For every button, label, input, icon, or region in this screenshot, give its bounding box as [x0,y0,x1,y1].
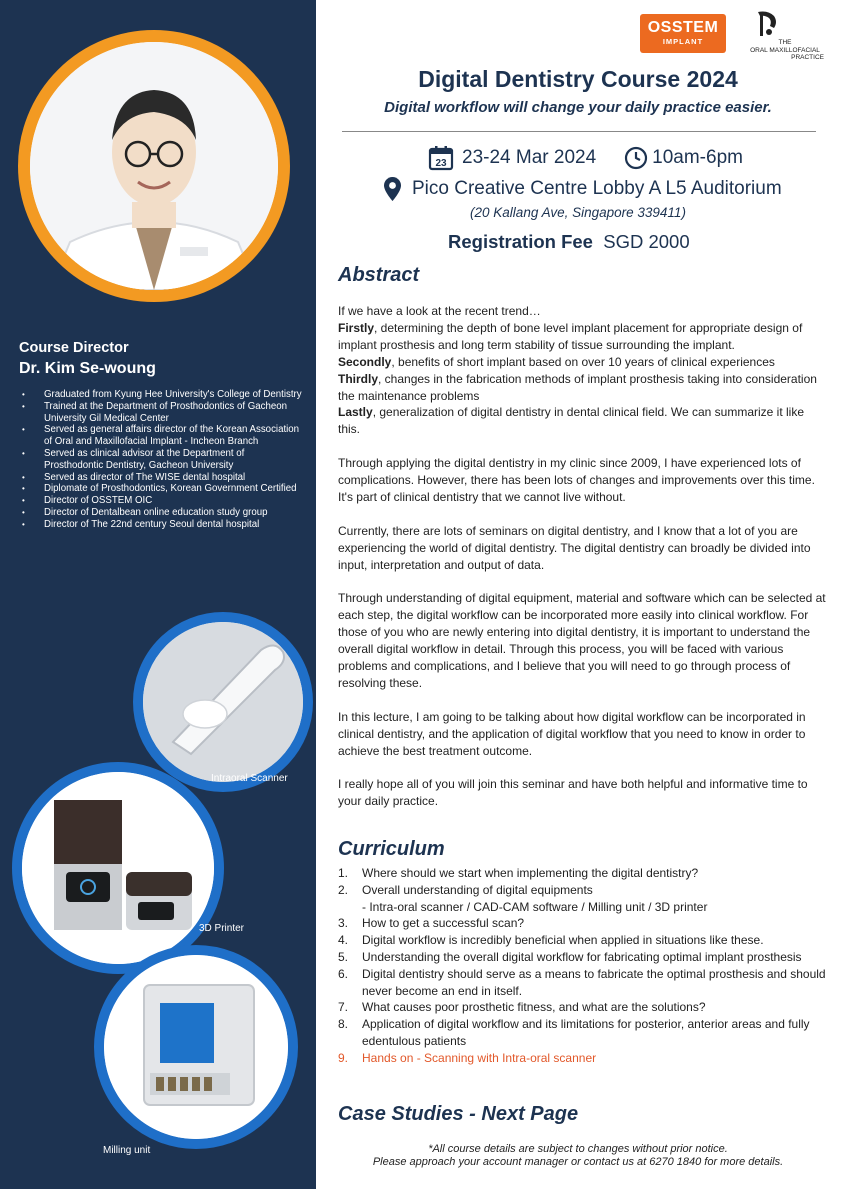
omp-line3: PRACTICE [791,54,824,61]
abstract-point [338,404,826,438]
venue-address: (20 Kallang Ave, Singapore 339411) [470,205,686,220]
case-studies-heading: Case Studies - Next Page [338,1103,579,1125]
abstract-paragraph: Through applying the digital dentistry in my clinic since 2009, I have experienced lots of complications. However, there has been lots of changes and improvements over this time. It's part of clinical dentistry that we cannot live without. [338,456,815,504]
course-title: Digital Dentistry Course 2024 [418,66,738,92]
abstract-paragraph: I really hope all of you will join this seminar and have both helpful and informative time to your daily practice. [338,777,808,809]
registration-fee [448,231,690,253]
abstract-intro: If we have a look at the recent trend… [338,304,541,318]
abstract-point-label: Secondly [338,354,392,369]
abstract-body [338,303,826,810]
curriculum-item [338,882,830,899]
credentials-list [22,389,302,531]
date-time-row [428,144,743,172]
curriculum-item-text: Application of digital workflow and its limitations for posterior, anterior areas and fully edentulous patients [362,1017,810,1048]
abstract-paragraph: Through understanding of digital equipment, material and software which can be selected at each step, the digital workflow can be incorporated more easily into clinical workflow. For those of you who are newly entering into digital dentistry, it is important to understand the overall digital workflow in detail. Through this process, you will be faced with various problems and complications, and I believe that you will need to go through process of resolving these. [338,591,826,690]
3d-printer-label: 3D Printer [199,923,245,934]
abstract-point [338,371,826,405]
curriculum-item-text: - Intra-oral scanner / CAD-CAM software / Milling unit / 3D printer [362,899,708,914]
omp-line2: ORAL MAXILLOFACIAL [750,46,820,54]
course-date: 23-24 Mar 2024 [462,147,597,168]
abstract-point-label: Lastly [338,405,373,420]
abstract-point-label: Thirdly [338,371,379,386]
abstract-point-label: Firstly [338,320,375,335]
milling-unit-label: Milling unit [103,1145,151,1156]
header-divider [342,131,816,132]
location-pin-icon [384,177,401,201]
abstract-point-text: , benefits of short implant based on over 10 years of clinical experiences [391,354,775,369]
milling-unit-image [94,945,298,1149]
curriculum-item [338,999,830,1016]
credential-item: • Trained at the Department of Prosthodontics of Gacheon University Gil Medical Center [22,401,302,425]
abstract-heading: Abstract [338,264,420,286]
credential-item: • Graduated from Kyung Hee University's College of Dentistry [22,389,302,401]
clock-icon [624,146,648,170]
course-director-label: Course Director [19,340,129,356]
abstract-point [338,354,826,371]
curriculum-item-number: 3. [338,916,349,931]
curriculum-item-number: 4. [338,933,349,948]
curriculum-item-text: How to get a successful scan? [362,916,525,931]
curriculum-item-text: Digital workflow is incredibly beneficial when applied in situations like these. [362,933,764,948]
curriculum-item-text: Overall understanding of digital equipments [362,882,593,897]
calendar-icon [428,145,454,171]
abstract-point-text: , determining the depth of bone level implant placement for appropriate design of implant prosthesis and long term stability of tissue surrounding the implant. [338,320,803,352]
course-subtitle: Digital workflow will change your daily practice easier. [384,99,772,116]
omp-logo [742,10,828,62]
3d-printer-image [12,762,224,974]
abstract-paragraph: Currently, there are lots of seminars on digital dentistry, and I know that a lot of you are experiencing the world of digital dentistry. The digital dentistry can broadly be divided into input, interpretation and output of data. [338,523,811,572]
director-name: Dr. Kim Se-woung [19,360,156,377]
osstem-logo-name: OSSTEM [647,19,719,36]
curriculum-item-number: 7. [338,1000,349,1015]
curriculum-item-text: Hands on - Scanning with Intra-oral scanner [362,1050,597,1065]
osstem-logo-sub: IMPLANT [662,37,704,46]
abstract-point [338,320,826,354]
intraoral-scanner-image [133,612,313,792]
abstract-point-text: , generalization of digital dentistry in dental clinical field. We can summarize it like this. [338,405,805,437]
venue-name: Pico Creative Centre Lobby A L5 Auditorium [412,178,782,199]
curriculum-item-hands-on [338,1050,830,1067]
footer-contact: Please approach your account manager or contact us at 6270 1840 for more details. [372,1156,784,1168]
credential-item: • Director of OSSTEM OIC [22,495,302,507]
omp-line1: THE [778,39,792,46]
intraoral-scanner-label: Intraoral Scanner [211,773,288,784]
course-time: 10am-6pm [652,147,743,168]
curriculum-item-number: 5. [338,949,349,964]
curriculum-item-text: What causes poor prosthetic fitness, and what are the solutions? [362,1000,706,1015]
credential-item: • Served as clinical advisor at the Department of Prosthodontic Dentistry, Gacheon University [22,448,302,472]
curriculum-item [338,899,830,916]
curriculum-item [338,915,830,932]
curriculum-item [338,932,830,949]
curriculum-item [338,966,830,1000]
curriculum-item-text: Understanding the overall digital workflow for fabricating optimal implant prosthesis [362,949,802,964]
curriculum-item-number: 1. [338,866,349,880]
sidebar [0,0,316,1189]
curriculum-item [338,865,830,882]
curriculum-heading: Curriculum [338,838,445,860]
curriculum-item-text: Where should we start when implementing the digital dentistry? [362,866,699,880]
curriculum-item-number: 6. [338,966,349,981]
curriculum-item-number: 9. [338,1050,349,1065]
credential-item: • Director of The 22nd century Seoul dental hospital [22,519,302,531]
director-portrait-illustration [30,42,278,290]
registration-fee-value: SGD 2000 [603,231,690,252]
curriculum-list [338,865,830,1067]
credential-item: • Served as director of The WISE dental hospital [22,472,302,484]
curriculum-item-number: 8. [338,1017,349,1032]
curriculum-item-text: Digital dentistry should serve as a means to fabricate the optimal prosthesis and should never become an end in itself. [362,966,826,998]
curriculum-item [338,1016,830,1050]
credential-item: • Served as general affairs director of the Korean Association of Oral and Maxillofacial Implant - Incheon Branch [22,424,302,448]
registration-fee-label: Registration Fee [448,231,593,252]
omp-logo-icon [754,10,780,38]
director-portrait [18,30,290,302]
calendar-day: 23 [435,158,447,169]
curriculum-item-number: 2. [338,882,349,897]
abstract-paragraph: In this lecture, I am going to be talking about how digital workflow can be incorporated in clinical dentistry, and the application of digital workflow that you need to know in order to achieve the best treatment outcome. [338,709,806,758]
osstem-logo [640,14,726,53]
venue-row [384,175,782,203]
credential-item: • Diplomate of Prosthodontics, Korean Government Certified [22,483,302,495]
footer-note: *All course details are subject to changes without prior notice. [428,1143,728,1155]
abstract-point-text: , changes in the fabrication methods of implant prosthesis taking into consideration the maintenance problems [338,371,817,403]
credential-item: • Director of Dentalbean online education study group [22,507,302,519]
curriculum-item [338,949,830,966]
